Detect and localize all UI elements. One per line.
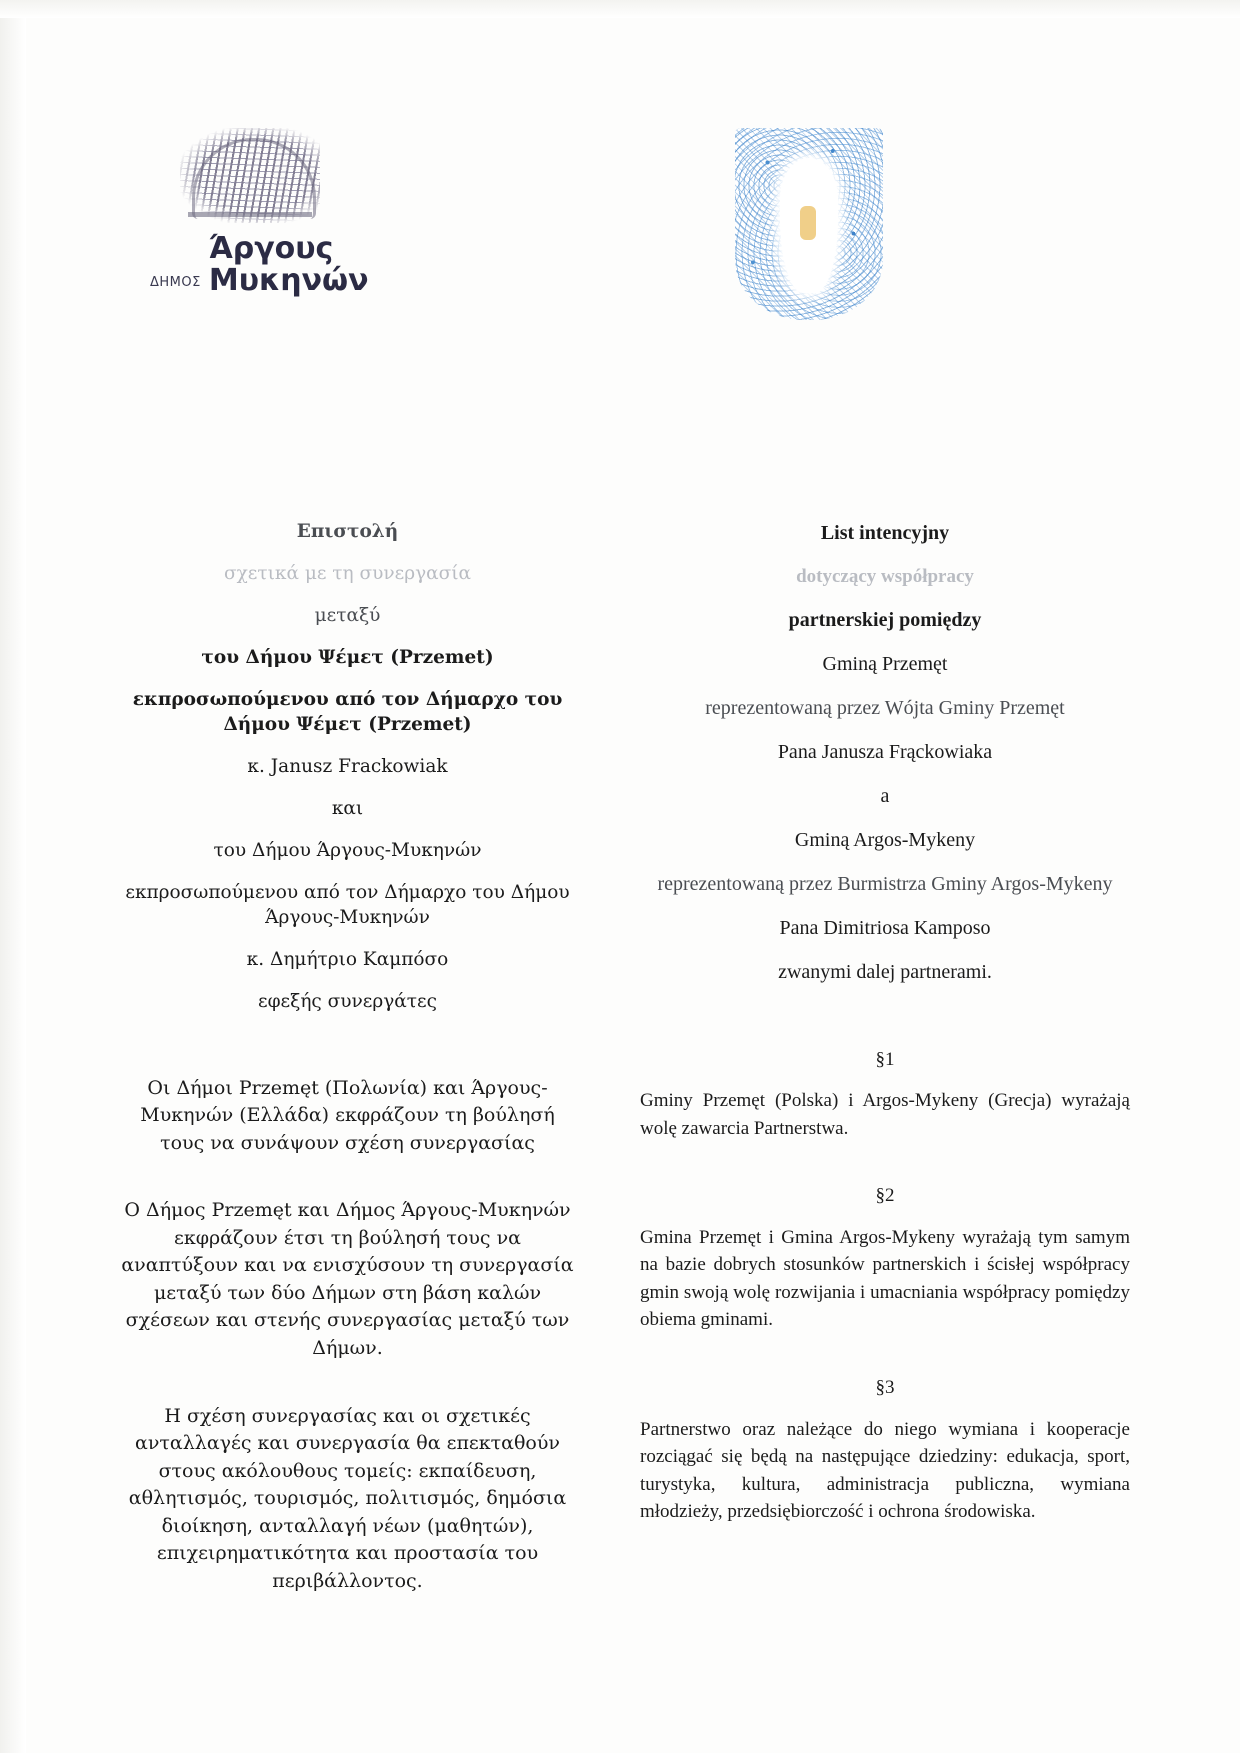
coat-of-arms-icon [735,128,883,320]
section-text-1: Gminy Przemęt (Polska) i Argos-Mykeny (Grecja) wyrażają wolę zawarcia Partnerstwa. [640,1090,1130,1139]
section-text-2: Gmina Przemęt i Gmina Argos-Mykeny wyrażają tym samym na bazie dobrych stosunków partnerskich i ścisłej współpracy gmin swoją wolę rozwijania i umacniania współpracy pomiędzy obiema gminami. [640,1226,1130,1331]
polish-heading-line-1: List intencyjny [820,522,950,544]
polish-heading-line-6: Pana Janusza Frąckowiaka [777,740,993,763]
polish-heading-line-2: dotyczący współpracy [796,566,974,587]
greek-heading-line-5: εκπροσωπούμενου από τον Δήμαρχο του Δήμου Ψέμετ (Przemet) [132,688,563,735]
greek-heading-line-2: σχετικά με τη συνεργασία [223,562,472,584]
polish-heading-line-4: Gminą Przemęt [822,652,948,675]
polish-heading-line-11: zwanymi dalej partnerami. [778,960,992,983]
greek-heading-line-9: εκπροσωπούμενου από τον Δήμαρχο του Δήμου Άργους-Μυκηνών [125,881,570,928]
polish-heading-line-8: Gminą Argos-Mykeny [794,828,976,851]
section-number-2: §2 [875,1185,895,1207]
greek-heading-block [120,520,575,1015]
greek-paragraph-2: Ο Δήμος Przemęt και Δήμος Άργους-Μυκηνών εκφράζουν έτσι τη βούλησή τους να αναπτύξουν και να ενισχύσουν τη συνεργασία μεταξύ των δύο Δήμων στη βάση καλών σχέσεων και στενής συνεργασίας μεταξύ των Δήμων. [121,1199,574,1359]
greek-paragraph-1: Οι Δήμοι Przemęt (Πολωνία) και Άργους-Μυκηνών (Ελλάδα) εκφράζουν τη βούλησή τους να συνάψουν σχέση συνεργασίας [140,1076,555,1154]
greek-emblem-icon [180,128,320,223]
greek-logo-name-line1: Άργους [208,231,334,266]
scan-edge-top [0,0,1240,18]
greek-heading-line-6: κ. Janusz Frackowiak [247,755,448,777]
greek-body-block [120,1075,575,1596]
polish-coat-of-arms [735,128,885,328]
scan-edge-left [0,0,26,1753]
greek-heading-line-3: μεταξύ [314,604,381,626]
greek-column [120,520,575,1635]
polish-heading-block [640,520,1130,986]
greek-heading-line-4: του Δήμου Ψέμετ (Przemet) [201,646,494,668]
polish-heading-line-7: a [880,784,890,807]
polish-heading-line-9: reprezentowaną przez Burmistrza Gminy Argos-Mykeny [657,872,1113,895]
greek-heading-line-11: εφεξής συνεργάτες [258,990,437,1012]
polish-body-block [640,1046,1130,1526]
polish-heading-line-5: reprezentowaną przez Wójta Gminy Przemęt [705,696,1065,719]
polish-column [640,520,1130,1566]
section-number-1: §1 [875,1048,895,1070]
greek-heading-line-1: Επιστολή [296,521,399,542]
greek-heading-line-8: του Δήμου Άργους-Μυκηνών [213,839,482,861]
greek-heading-line-7: και [331,797,364,819]
greek-logo-wordmark [150,231,369,298]
greek-logo-name-line2: Μυκηνών [208,262,369,298]
greek-municipality-logo [150,128,369,313]
polish-heading-line-3: partnerskiej pomiędzy [788,608,982,631]
greek-logo-prefix: ΔΗΜΟΣ [150,275,201,290]
polish-heading-line-10: Pana Dimitriosa Kamposo [779,916,991,939]
section-text-3: Partnerstwo oraz należące do niego wymiana i kooperacje rozciągać się będą na następujące dziedziny: edukacja, sport, turystyka, kultura, administracja publiczna, wymiana młodzieży, przedsiębiorczość i ochrona środowiska. [640,1418,1130,1523]
greek-heading-line-10: κ. Δημήτριο Καμπόσο [246,948,449,970]
greek-paragraph-3: Η σχέση συνεργασίας και οι σχετικές ανταλλαγές και συνεργασία θα επεκταθούν στους ακόλουθους τομείς: εκπαίδευση, αθλητισμός, τουρισμός, πολιτισμός, δημόσια διοίκηση, ανταλλαγή νέων (μαθητών), επιχειρηματικότητα και προστασία του περιβάλλοντος. [128,1404,567,1592]
section-number-3: §3 [875,1377,895,1399]
